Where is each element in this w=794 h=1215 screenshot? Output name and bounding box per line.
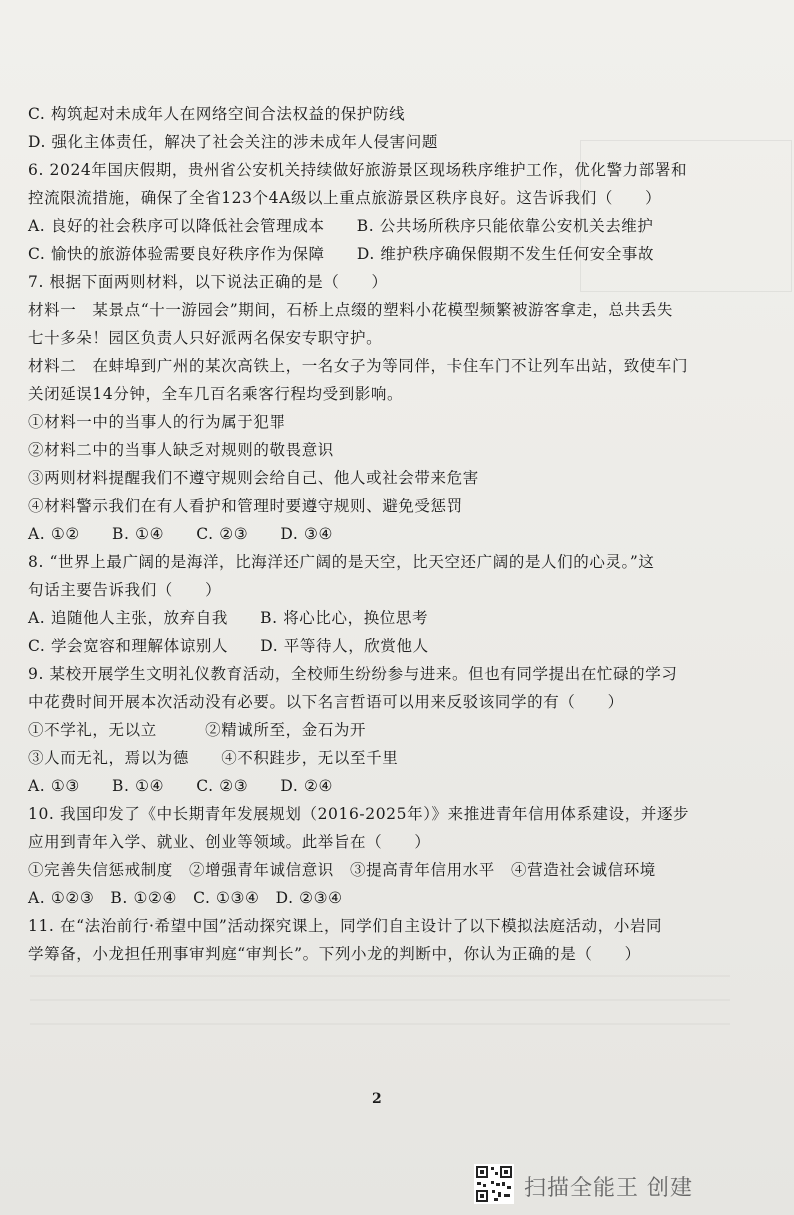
bleed-through-text [30,975,730,1035]
statement-7-1: ①材料一中的当事人的行为属于犯罪 [28,413,286,431]
statement-7-3: ③两则材料提醒我们不遵守规则会给自己、他人或社会带来危害 [28,469,479,487]
options-9: A. ①③ B. ①④ C. ②③ D. ②④ [28,777,333,795]
options-7: A. ①② B. ①④ C. ②③ D. ③④ [28,525,333,543]
question-9-stem-2: 中花费时间开展本次活动没有必要。以下名言哲语可以用来反驳该同学的有（ ） [28,693,624,711]
exam-text [28,100,768,968]
material-2-line-2: 关闭延误14分钟，全车几百名乘客行程均受到影响。 [28,385,404,403]
material-1-line-2: 七十多朵！园区负责人只好派两名保安专职守护。 [28,329,383,347]
statements-10: ①完善失信惩戒制度 ②增强青年诚信意识 ③提高青年信用水平 ④营造社会诚信环境 [28,861,656,879]
options-6-ab: A. 良好的社会秩序可以降低社会管理成本 B. 公共场所秩序只能依靠公安机关去维护 [28,217,654,235]
options-8-cd: C. 学会宽容和理解体谅别人 D. 平等待人，欣赏他人 [28,637,429,655]
question-6-stem-1: 6. 2024年国庆假期，贵州省公安机关持续做好旅游景区现场秩序维护工作，优化警力部署和 [28,161,688,179]
question-10-stem-2: 应用到青年入学、就业、创业等领域。此举旨在（ ） [28,833,431,851]
options-10: A. ①②③ B. ①②④ C. ①③④ D. ②③④ [28,889,343,907]
material-2-line-1: 材料二 在蚌埠到广州的某次高铁上，一名女子为等同伴，卡住车门不让列车出站，致使车门 [28,357,689,375]
question-8-stem-2: 句话主要告诉我们（ ） [28,581,222,599]
question-6-stem-2: 控流限流措施，确保了全省123个4A级以上重点旅游景区秩序良好。这告诉我们（ ） [28,189,662,207]
statement-7-4: ④材料警示我们在有人看护和管理时要遵守规则、避免受惩罚 [28,497,463,515]
options-6-cd: C. 愉快的旅游体验需要良好秩序作为保障 D. 维护秩序确保假期不发生任何安全事故 [28,245,655,263]
qr-code-icon [474,1164,514,1204]
scanner-watermark [474,1164,774,1204]
option-6c: C. 构筑起对未成年人在网络空间合法权益的保护防线 [28,105,406,123]
question-9-stem-1: 9. 某校开展学生文明礼仪教育活动，全校师生纷纷参与进来。但也有同学提出在忙碌的学习 [28,665,678,683]
question-11-stem-2: 学筹备，小龙担任刑事审判庭“审判长”。下列小龙的判断中，你认为正确的是（ ） [28,945,641,963]
scanner-brand-text: 扫描全能王 创建 [524,1176,693,1201]
option-6d: D. 强化主体责任，解决了社会关注的涉未成年人侵害问题 [28,133,438,151]
material-1-line-1: 材料一 某景点“十一游园会”期间，石桥上点缀的塑料小花模型频繁被游客拿走，总共丢失 [28,301,673,319]
statements-9-34: ③人而无礼，焉以为德 ④不积跬步，无以至千里 [28,749,399,767]
options-8-ab: A. 追随他人主张，放弃自我 B. 将心比心，换位思考 [28,609,429,627]
page-number: 2 [372,1091,382,1107]
question-8-stem-1: 8. “世界上最广阔的是海洋，比海洋还广阔的是天空，比天空还广阔的是人们的心灵。”这 [28,553,655,571]
question-11-stem-1: 11. 在“法治前行·希望中国”活动探究课上，同学们自主设计了以下模拟法庭活动，小岩同 [28,917,663,935]
question-10-stem-1: 10. 我国印发了《中长期青年发展规划（2016-2025年）》来推进青年信用体系建设，并逐步 [28,805,690,823]
statements-9-12: ①不学礼，无以立 ②精诚所至，金石为开 [28,721,367,739]
statement-7-2: ②材料二中的当事人缺乏对规则的敬畏意识 [28,441,334,459]
question-7-stem: 7. 根据下面两则材料，以下说法正确的是（ ） [28,273,388,291]
